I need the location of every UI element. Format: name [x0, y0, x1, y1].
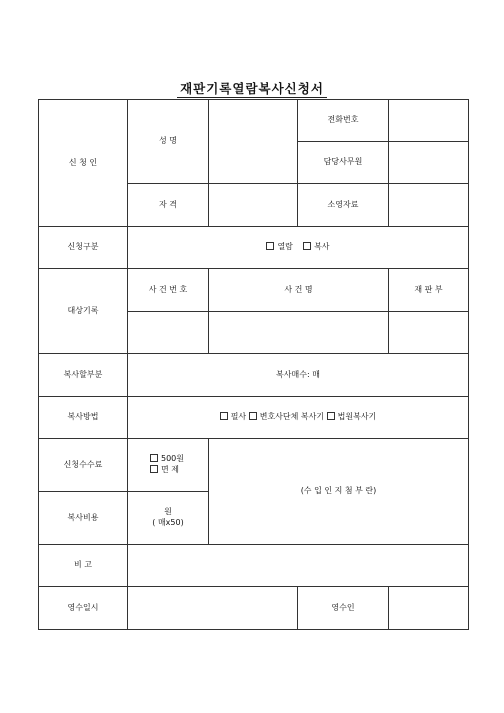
option-copy[interactable]: 복사: [303, 242, 329, 251]
copy-cost-unit: 원: [164, 507, 172, 517]
request-type-options: [128, 227, 469, 269]
form-title: 재판기록열람복사신청서: [177, 81, 327, 98]
receipt-date-field[interactable]: [128, 587, 298, 630]
checkbox-copy[interactable]: [303, 242, 311, 250]
court-field[interactable]: [389, 312, 469, 354]
phone-field[interactable]: [389, 100, 469, 142]
copy-cost-field[interactable]: [128, 492, 209, 545]
court-header: 재 판 부: [389, 269, 469, 312]
qualification-field[interactable]: [209, 184, 298, 227]
request-type-label: 신청구분: [39, 227, 128, 269]
checkbox-500[interactable]: [150, 454, 158, 462]
fee-label: 신청수수료: [39, 439, 128, 492]
qualification-label: 자 격: [128, 184, 209, 227]
form-title-wrap: [0, 78, 504, 97]
checkbox-handwrite[interactable]: [220, 412, 228, 420]
copy-cost-label: 복사비용: [39, 492, 128, 545]
option-bar-copier[interactable]: 변호사단체 복사기: [249, 412, 324, 421]
name-field[interactable]: [209, 100, 298, 184]
remarks-field[interactable]: [128, 545, 469, 587]
fee-options: [128, 439, 209, 492]
case-name-field[interactable]: [209, 312, 389, 354]
clerk-label: 담당사무원: [298, 142, 389, 184]
affiliation-field[interactable]: [389, 184, 469, 227]
copy-cost-formula: ( 매x50): [152, 518, 184, 527]
remarks-label: 비 고: [39, 545, 128, 587]
revenue-stamp-area: (수 입 인 지 첨 부 란): [209, 439, 469, 545]
option-exempt[interactable]: 면 제: [128, 465, 208, 476]
checkbox-exempt[interactable]: [150, 465, 158, 473]
option-handwrite[interactable]: 필사: [220, 412, 246, 421]
target-record-label: 대상기록: [39, 269, 128, 354]
checkbox-bar-copier[interactable]: [249, 412, 257, 420]
receiver-field[interactable]: [389, 587, 469, 630]
option-court-copier[interactable]: 법원복사기: [327, 412, 377, 421]
applicant-label: 신 청 인: [39, 100, 128, 227]
checkbox-view[interactable]: [266, 242, 274, 250]
receipt-date-label: 영수일시: [39, 587, 128, 630]
checkbox-court-copier[interactable]: [327, 412, 335, 420]
application-form-table: [38, 99, 469, 630]
option-500[interactable]: 500원: [128, 454, 208, 465]
clerk-field[interactable]: [389, 142, 469, 184]
copy-count-field[interactable]: 복사매수: 매: [128, 354, 469, 397]
affiliation-label: 소영자료: [298, 184, 389, 227]
case-number-field[interactable]: [128, 312, 209, 354]
phone-label: 전화번호: [298, 100, 389, 142]
case-number-header: 사 건 번 호: [128, 269, 209, 312]
option-view[interactable]: 열람: [266, 242, 292, 251]
receiver-label: 영수인: [298, 587, 389, 630]
copy-method-options: [128, 397, 469, 439]
case-name-header: 사 건 명: [209, 269, 389, 312]
name-label: 성 명: [128, 100, 209, 184]
copy-method-label: 복사방법: [39, 397, 128, 439]
copy-section-label: 복사할부분: [39, 354, 128, 397]
